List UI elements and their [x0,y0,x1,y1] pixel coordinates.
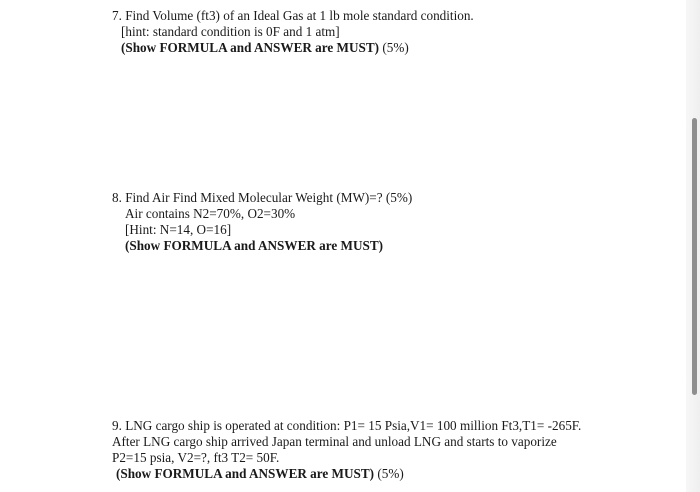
question-prompt: LNG cargo ship is operated at condition: P1= 15 Psia,V1= 100 million Ft3,T1= -265F. [125,418,582,433]
question-9-prompt-line [112,418,581,434]
question-8 [112,190,412,254]
question-9-line-2: After LNG cargo ship arrived Japan terminal and unload LNG and starts to vaporize [112,434,557,449]
question-number: 9. [112,418,122,433]
vertical-scrollbar-thumb[interactable] [692,118,697,395]
question-number: 8. [112,190,122,205]
points-text: (5%) [377,466,404,481]
question-9-line-3: P2=15 psia, V2=?, ft3 T2= 50F. [112,450,280,465]
question-8-composition: Air contains N2=70%, O2=30% [125,206,296,221]
question-7-requirement-line [112,40,474,56]
question-8-requirement: (Show FORMULA and ANSWER are MUST) [125,238,384,253]
question-8-prompt-line [112,190,412,206]
question-7-hint: [hint: standard condition is 0F and 1 atm] [121,24,340,39]
question-number: 7. [112,8,122,23]
question-9 [112,418,581,482]
question-prompt: Find Air Find Mixed Molecular Weight (MW)=? (5%) [125,190,413,205]
requirement-text: (Show FORMULA and ANSWER are MUST) [116,466,375,481]
requirement-text: (Show FORMULA and ANSWER are MUST) [121,40,380,55]
question-9-requirement-line [112,466,581,482]
points-text: (5%) [382,40,409,55]
question-7-prompt-line [112,8,474,24]
question-7 [112,8,474,56]
question-prompt: Find Volume (ft3) of an Ideal Gas at 1 lb mole standard condition. [125,8,474,23]
question-8-hint: [Hint: N=14, O=16] [125,222,232,237]
